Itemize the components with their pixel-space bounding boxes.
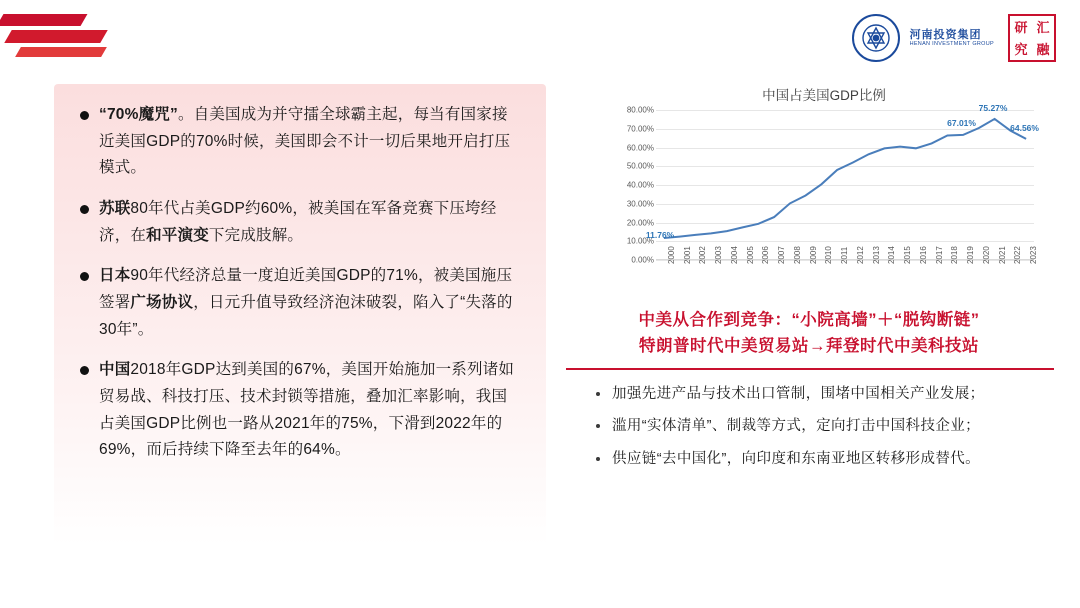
list-item <box>592 447 1048 472</box>
chart-x-tick: 2009 <box>808 246 818 264</box>
chart-y-tick: 70.00% <box>626 124 654 134</box>
chart-line-series <box>656 110 1034 260</box>
chart-x-tick: 2007 <box>777 246 787 264</box>
chart-x-tick: 2023 <box>1029 246 1039 264</box>
chart-y-tick: 60.00% <box>626 143 654 152</box>
chart-x-tick: 2014 <box>887 246 897 264</box>
chart-x-tick: 2010 <box>824 246 834 264</box>
seal-stamp <box>1008 14 1056 62</box>
corner-decoration <box>0 0 120 80</box>
chart-x-tick: 2003 <box>714 246 724 264</box>
bullet-dot-icon <box>80 205 89 214</box>
right-content-list <box>592 382 1048 479</box>
bullet-text: 日本90年代经济总量一度迫近美国GDP的71%，被美国施压签署广场协议，日元升值导致经济泡沫破裂，陷入了“失落的30年”。 <box>99 267 513 338</box>
bullet-dot-icon <box>80 111 89 120</box>
chart-x-tick: 2020 <box>981 246 991 264</box>
chart-x-tick: 2008 <box>792 246 802 264</box>
company-name-en: HENAN INVESTMENT GROUP <box>909 41 994 48</box>
chart-y-tick: 0.00% <box>631 255 654 265</box>
chart-x-tick: 2021 <box>997 246 1007 264</box>
seal-char-3: 究 <box>1014 41 1028 57</box>
chart-x-tick: 2005 <box>745 246 755 264</box>
gdp-ratio-chart <box>608 82 1040 304</box>
chart-x-tick: 2000 <box>666 246 676 264</box>
company-logo-icon <box>852 14 900 62</box>
chart-y-tick: 40.00% <box>626 180 654 190</box>
chart-x-tick: 2002 <box>698 246 708 264</box>
bullet-text: 供应链“去中国化”，向印度和东南亚地区转移形成替代。 <box>612 450 981 467</box>
chart-x-tick: 2019 <box>966 246 976 264</box>
headline-divider <box>566 368 1054 370</box>
bullet-dot-icon <box>596 457 600 461</box>
headline-line-1: 中美从合作到竞争：“小院高墙”＋“脱钩断链” <box>638 311 980 329</box>
chart-plot-area <box>608 104 1040 280</box>
seal-char-2: 汇 <box>1036 19 1050 35</box>
bullet-text: 中国2018年GDP达到美国的67%，美国开始施加一系列诸如贸易战、科技打压、技术封锁等措施，叠加汇率影响，我国占美国GDP比例也一路从2021年的75%，下滑到2022年的69%，而后持续下降至去年的64%。 <box>99 361 515 459</box>
section-headline <box>560 308 1058 359</box>
chart-x-axis <box>656 246 1039 308</box>
seal-char-4: 融 <box>1036 41 1050 57</box>
bullet-text: 滥用“实体清单”、制裁等方式，定向打击中国科技企业； <box>612 418 981 435</box>
seal-char-1: 研 <box>1014 19 1028 35</box>
bullet-text: 加强先进产品与技术出口管制，围堵中国相关产业发展； <box>612 386 985 402</box>
bullet-text: 苏联80年代占美GDP约60%，被美国在军备竞赛下压垮经济，在和平演变下完成肢解。 <box>99 199 497 244</box>
chart-x-tick: 2016 <box>918 246 928 264</box>
list-item <box>592 382 1048 407</box>
list-item <box>74 357 522 464</box>
headline-line-2: 特朗普时代中美贸易站→拜登时代中美科技站 <box>639 336 979 355</box>
chart-x-tick: 2006 <box>761 246 771 264</box>
company-name-cn: 河南投资集团 <box>909 28 982 41</box>
chart-x-tick: 2004 <box>729 246 739 264</box>
chart-gridlines <box>656 110 1034 260</box>
list-item <box>74 102 522 182</box>
chart-data-label: 11.76% <box>645 229 675 240</box>
chart-data-label: 67.01% <box>947 118 976 129</box>
chart-data-label: 64.56% <box>1010 122 1039 133</box>
chart-y-tick: 80.00% <box>626 105 654 115</box>
chart-x-tick: 2022 <box>1013 246 1023 264</box>
list-item <box>74 263 522 343</box>
chart-title: 中国占美国GDP比例 <box>762 88 886 103</box>
chart-x-tick: 2011 <box>840 246 850 264</box>
chart-x-tick: 2013 <box>871 246 881 264</box>
chart-y-tick: 30.00% <box>626 199 654 209</box>
left-content-panel <box>54 84 546 546</box>
bullet-dot-icon <box>596 392 600 396</box>
bullet-dot-icon <box>80 272 89 281</box>
bullet-text: “70%魔咒”。自美国成为并守擂全球霸主起，每当有国家接近美国GDP的70%时候，美国即会不计一切后果地开启打压模式。 <box>99 106 511 177</box>
list-item <box>592 414 1048 439</box>
bullet-dot-icon <box>596 424 600 428</box>
chart-x-tick: 2018 <box>950 246 960 264</box>
list-item <box>74 196 522 249</box>
bullet-dot-icon <box>80 366 89 375</box>
chart-x-tick: 2012 <box>855 246 865 264</box>
logo-area <box>852 14 1056 62</box>
chart-data-label: 75.27% <box>978 102 1008 113</box>
chart-x-tick: 2001 <box>682 246 692 264</box>
chart-y-tick: 50.00% <box>626 161 654 171</box>
chart-x-tick: 2017 <box>934 246 944 264</box>
chart-y-tick: 10.00% <box>626 236 654 246</box>
chart-x-tick: 2015 <box>903 246 913 264</box>
chart-y-tick: 20.00% <box>626 218 654 227</box>
